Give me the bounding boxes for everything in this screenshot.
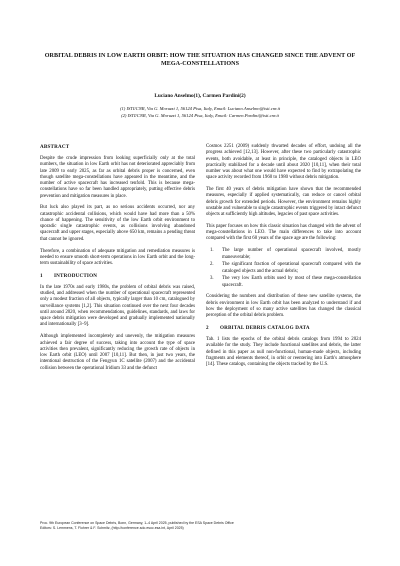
list-item: 2. The significant fraction of operational spacecraft compared with the cataloged objects and the actual debris; [210,262,361,274]
body-paragraph: In the late 1970s and early 1980s, the problem of orbital debris was raised, studied, and addressed when the number of operational spacecraft represented only a modest fraction of all objects, typically larger than 10 cm, catalogued by surveillance systems [1,2]. This situation continued over the next four decades until around 2020, when recommendations, guidelines, standards, and laws for space debris mitigation were developed and gradually implemented nationally and internationally [3–9]. [40,284,195,328]
section-title: ORBITAL DEBRIS CATALOG DATA [220,324,310,331]
footer-line: Proc. 9th European Conference on Space Debris, Bonn, Germany, 1–4 April 2025, published by the ESA Space Debris Office [40,521,234,525]
section-number: 2 [206,324,209,331]
paper-title: ORBITAL DEBRIS IN LOW EARTH ORBIT: HOW THE SITUATION HAS CHANGED SINCE THE ADVENT OF MEGA-CONSTELLATIONS [44,53,356,67]
left-column [40,144,195,377]
abstract-paragraph: Despite the crude impression from looking superficially only at the total numbers, the situation in low Earth orbit has not deteriorated appreciably from late 2009 to early 2025, as far as orbital debris proper is concerned, even though satellite mega-constellations have appeared in the meantime, and the number of active spacecraft has increased tenfold. This is because mega-constellations have so far been handled appropriately, putting effective debris prevention and mitigation measures in place. [40,156,195,199]
section-title: INTRODUCTION [54,272,98,279]
differences-list [206,248,361,289]
section-heading-catalog-data [206,325,361,332]
abstract-heading: ABSTRACT [40,144,70,150]
body-paragraph: Although implemented incompletely and unevenly, the mitigation measures achieved a fair degree of success, taking into account the type of space activities then prevalent, significantly reducing the growth rate of objects in low Earth orbit (LEO) until 2007 [10,11]. But then, in just two years, the intentional destruction of the Fengyun 1C satellite (2007) and the accidental collision between the operational Iridium 33 and the defunct [40,334,195,371]
body-paragraph: Considering the numbers and distribution of these new satellite systems, the debris environment in low Earth orbit has been analyzed to understand if and how the deployment of so many active satellites has changed the classical perception of the orbital debris problem. [206,294,361,319]
author-list: Luciano Anselmo(1), Carmen Pardini(2) [154,93,246,99]
body-paragraph: This paper focuses on how this classic situation has changed with the advent of mega-constellations in LEO. The main differences to take into account compared with the first 60 years of the space age are the following: [206,223,361,242]
abstract-paragraph: But luck also played its part, as no serious accidents occurred, nor any catastrophic accidental collisions, which would have had more than a 50% chance of happening. The sensitivity of the low Earth orbit environment to sporadic single catastrophic events, as collisions involving abandoned spacecraft and upper stages, especially above 650 km, remains a pending threat that cannot be ignored. [40,205,195,242]
section-number: 1 [40,272,43,279]
section-heading-introduction [40,273,195,280]
right-column [206,144,361,374]
list-item: 1. The large number of operational spacecraft involved, mostly maneuverable; [210,248,361,260]
proceedings-footer [40,521,360,531]
list-item: 3. The very low Earth orbits used by most of these mega-constellation spacecraft. [210,276,361,288]
affiliation-1: (1) ISTI/CNR, Via G. Moruzzi 1, 56124 Pisa, Italy, Email: Luciano.Anselmo@isti.cnr.it [119,106,281,111]
body-paragraph: Tab. 1 lists the epochs of the orbital debris catalogs from 1994 to 2024 available for the study. They include functional satellites and debris, the latter defined in this paper as null non-functional, human-made objects, including fragments and elements thereof, in orbit or reentering into Earth's atmosphere [14]. These catalogs, containing the objects tracked by the U.S. [206,337,361,368]
body-paragraph: Cosmos 2251 (2009) suddenly thwarted decades of effort, undoing all the progress achieved [12,13]. However, after these two particularly catastrophic events, both avoidable, at least in principle, the cataloged objects in LEO practically stabilized for a decade until about 2020 [10,11], when their total number was about what one would have expected to find by extrapolating the space activity recorded from 1960 to 1980 without debris mitigation. [206,144,361,181]
affiliations [40,106,360,119]
affiliation-2: (2) ISTI/CNR, Via G. Moruzzi 1, 56124 Pisa, Italy, Email: Carmen.Pardini@isti.cnr.it [121,112,279,118]
footer-line: Editors: S. Lemmens, T. Flohrer & F. Schmitz, (http://conference.sdo.esoc.esa.int, April 2025) [40,526,184,530]
body-paragraph: The first 40 years of debris mitigation have shown that the recommended measures, especially if applied systematically, can reduce or cancel orbital debris growth for extended periods. However, the environment remains highly unstable and vulnerable to single catastrophic events triggered by intact defunct objects at sufficiently high altitudes, legacies of past space activities. [206,187,361,218]
abstract-paragraph: Therefore, a combination of adequate mitigation and remediation measures is needed to ensure smooth short-term operations in low Earth orbit and the long-term sustainability of space activities. [40,248,195,267]
